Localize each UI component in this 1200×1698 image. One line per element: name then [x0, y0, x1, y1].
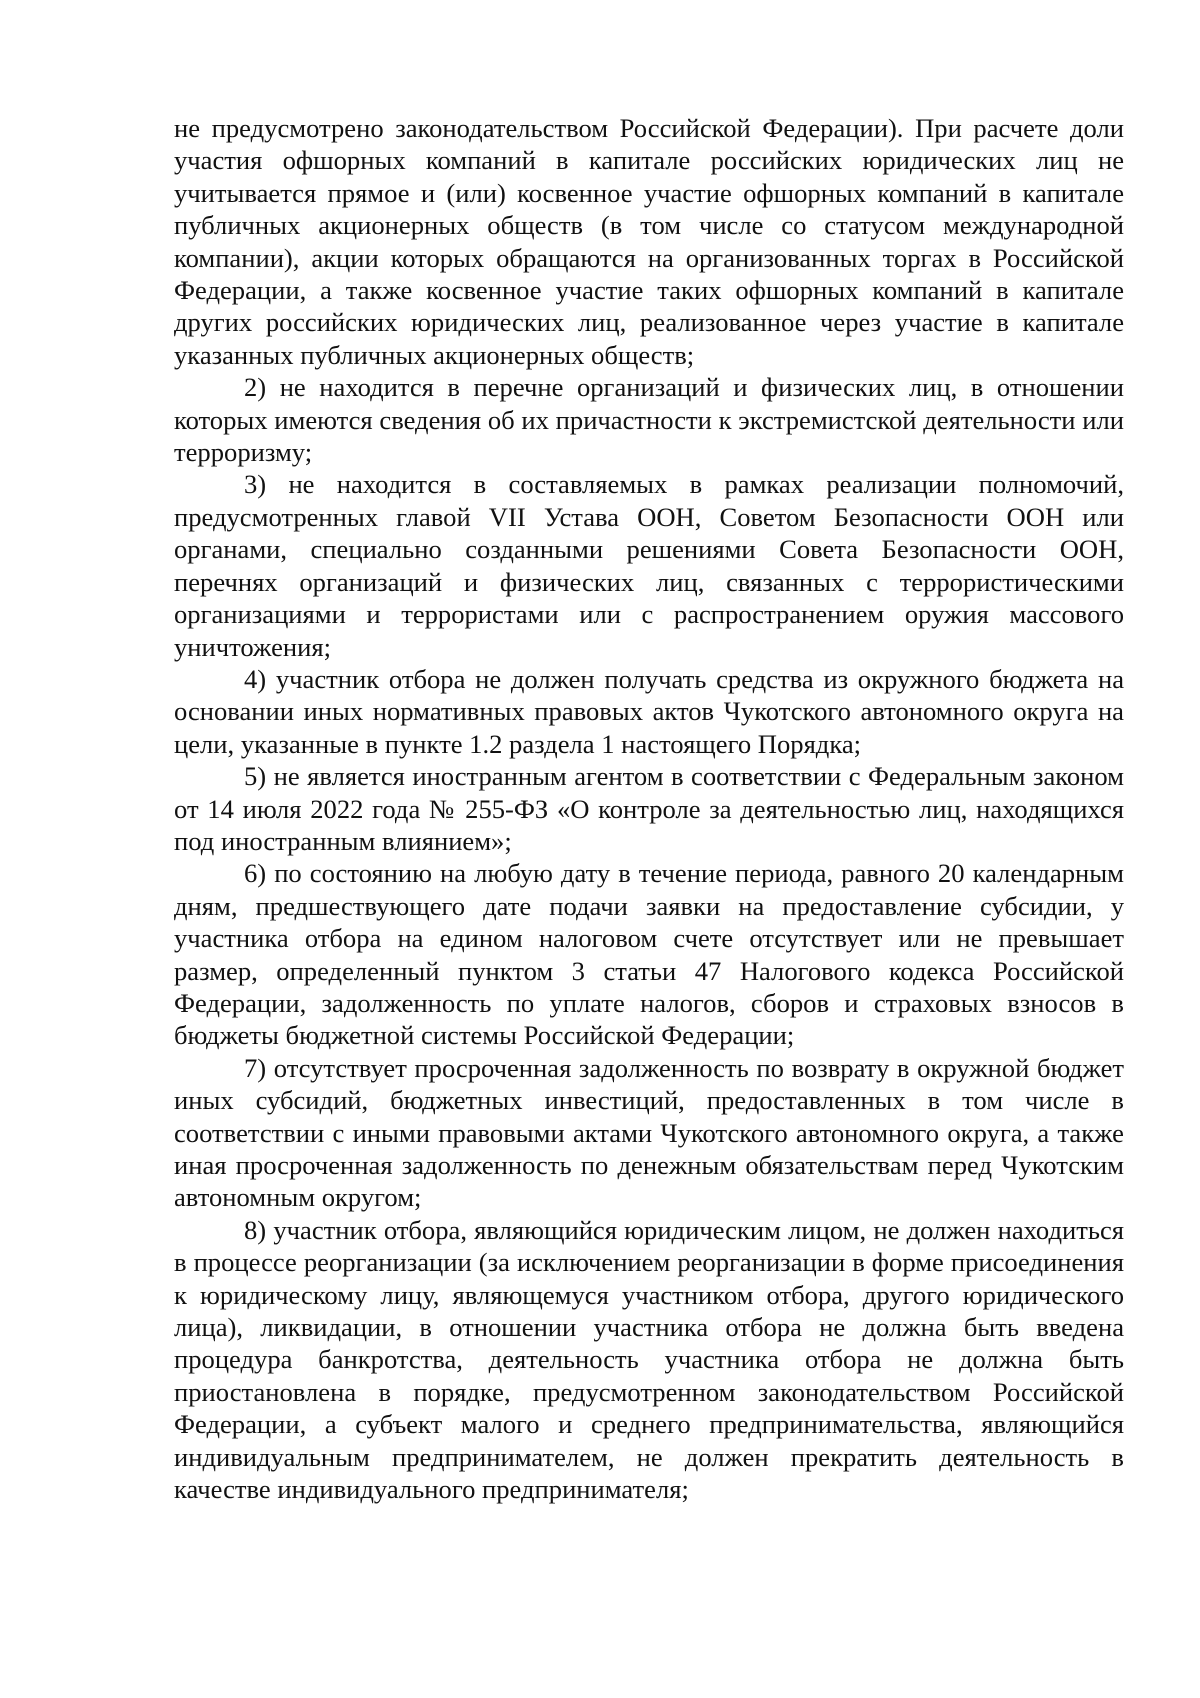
document-page	[174, 112, 1124, 1505]
paragraph-item-8: 8) участник отбора, являющийся юридическим лицом, не должен находиться в процессе реорганизации (за исключением реорганизации в форме присоединения к юридическому лицу, являющемуся участником отбора, другого юридического лица), ликвидации, в отношении участника отбора не должна быть введена процедура банкротства, деятельность участника отбора не должна быть приостановлена в порядке, предусмотренном законодательством Российской Федерации, а субъект малого и среднего предпринимательства, являющийся индивидуальным предпринимателем, не должен прекратить деятельность в качестве индивидуального предпринимателя;	[174, 1214, 1124, 1505]
paragraph-item-2: 2) не находится в перечне организаций и физических лиц, в отношении которых имеются сведения об их причастности к экстремистской деятельности или терроризму;	[174, 372, 1124, 468]
paragraph-continuation: не предусмотрено законодательством Российской Федерации). При расчете доли участия офшорных компаний в капитале российских юридических лиц не учитывается прямое и (или) косвенное участие офшорных компаний в капитале публичных акционерных обществ (в том числе со статусом международной компании), акции которых обращаются на организованных торгах в Российской Федерации, а также косвенное участие таких офшорных компаний в капитале других российских юридических лиц, реализованное через участие в капитале указанных публичных акционерных обществ;	[174, 113, 1124, 370]
paragraph-item-4: 4) участник отбора не должен получать средства из окружного бюджета на основании иных нормативных правовых актов Чукотского автономного округа на цели, указанные в пункте 1.2 раздела 1 настоящего Порядка;	[174, 663, 1124, 759]
paragraph-item-6: 6) по состоянию на любую дату в течение периода, равного 20 календарным дням, предшествующего дате подачи заявки на предоставление субсидии, у участника отбора на едином налоговом счете отсутствует или не превышает размер, определенный пунктом 3 статьи 47 Налогового кодекса Российской Федерации, задолженность по уплате налогов, сборов и страховых взносов в бюджеты бюджетной системы Российской Федерации;	[174, 858, 1124, 1051]
paragraph-item-5: 5) не является иностранным агентом в соответствии с Федеральным законом от 14 июля 2022 года № 255-ФЗ «О контроле за деятельностью лиц, находящихся под иностранным влиянием»;	[174, 761, 1124, 856]
paragraph-item-3: 3) не находится в составляемых в рамках реализации полномочий, предусмотренных главой VII Устава ООН, Советом Безопасности ООН или органами, специально созданными решениями Совета Безопасности ООН, перечнях организаций и физических лиц, связанных с террористическими организациями и террористами или с распространением оружия массового уничтожения;	[174, 469, 1124, 662]
paragraph-item-7: 7) отсутствует просроченная задолженность по возврату в окружной бюджет иных субсидий, бюджетных инвестиций, предоставленных в том числе в соответствии с иными правовыми актами Чукотского автономного округа, а также иная просроченная задолженность по денежным обязательствам перед Чукотским автономным округом;	[174, 1052, 1124, 1213]
